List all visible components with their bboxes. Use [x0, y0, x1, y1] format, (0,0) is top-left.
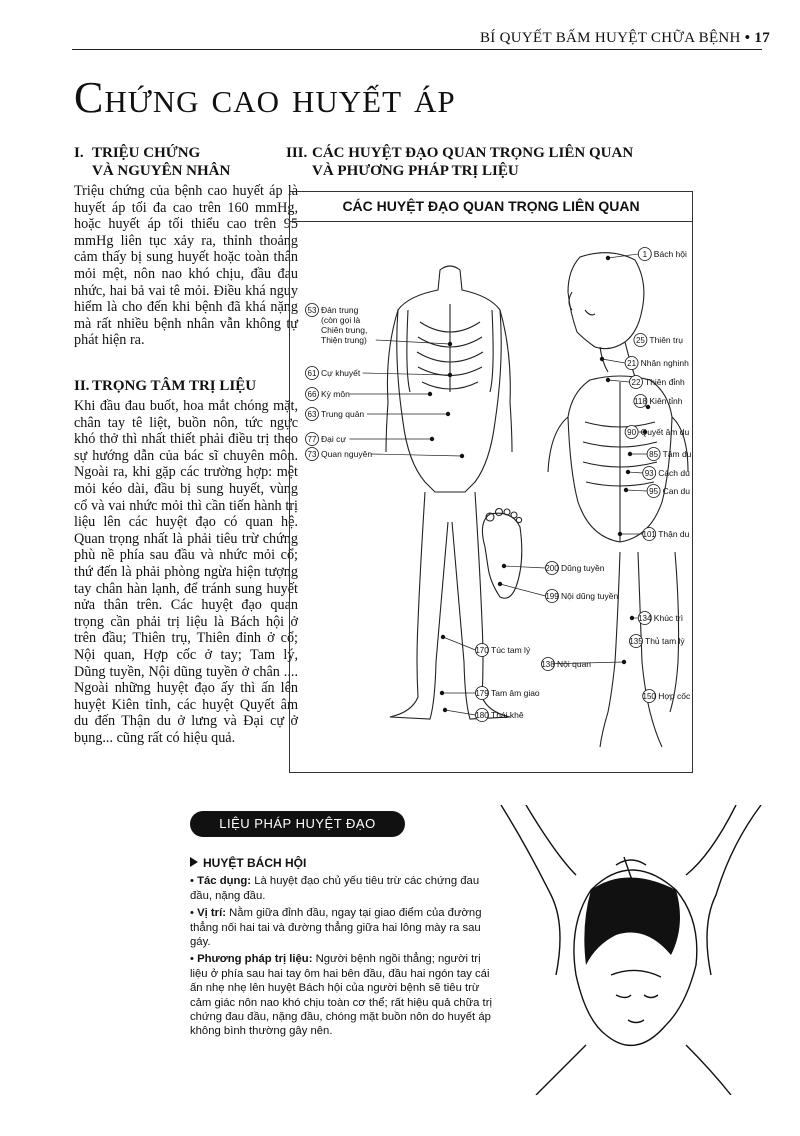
acupoint-number: 179 — [475, 689, 489, 698]
header-title: BÍ QUYẾT BẤM HUYỆT CHỮA BỆNH — [479, 30, 741, 46]
acupoint-name: Dũng tuyền — [561, 563, 605, 573]
section1-text: Triệu chứng của bệnh cao huyết áp là huyết áp tối đa cao trên 160 mmHg, hoặc huyết áp tối thiểu cao trên 95 mmHg liên tục xảy ra, thỉnh thoảng cảm thấy bị sung huyết hoặc toàn thân mỏi mệt, nôn nao khó chịu, đầu đau nhức, hai bả vai tê mỏi. Điều khá nguy hiểm là cho đến khi bệnh đã khá nặng mà rất nhiều bệnh nhân vẫn không tự phát hiện ra. — [74, 183, 298, 349]
acupoint-figure — [289, 191, 693, 773]
acupoint-180 — [443, 708, 524, 722]
effect-label: Tác dụng: — [197, 875, 252, 888]
acupoint-name: Túc tam lý — [491, 645, 531, 655]
method-label: Phương pháp trị liệu: — [197, 953, 313, 966]
section2-heading — [74, 377, 294, 395]
acupoint-name: Tam âm giao — [491, 688, 540, 698]
acupoint-number: 25 — [635, 336, 645, 345]
acupoint-dot — [606, 256, 610, 260]
acupoint-135 — [629, 635, 685, 648]
section2-heading-text: TRỌNG TÂM TRỊ LIỆU — [92, 378, 257, 394]
section3-number: III. — [286, 145, 308, 161]
acupoint-number: 118 — [634, 397, 647, 406]
acupoint-101 — [618, 528, 690, 541]
acupoint-name: Nhân nghinh — [640, 358, 689, 368]
acupoint-134 — [630, 612, 683, 625]
leader-line — [371, 454, 462, 456]
acupoint-dot — [606, 378, 610, 382]
acupoint-number: 150 — [642, 692, 656, 701]
leader-line — [443, 637, 476, 650]
acupoint-name: Hợp cốc — [658, 691, 691, 701]
acupoint-name: Chiên trung, — [321, 325, 368, 335]
acupoint-dot — [448, 342, 452, 346]
leader-line — [445, 710, 476, 715]
acupoint-dot — [626, 470, 630, 474]
acupoint-dot — [430, 437, 434, 441]
header-rule — [72, 49, 762, 50]
acupoint-number: 199 — [545, 592, 559, 601]
position-text: Nằm giữa đỉnh đầu, ngay tại giao điểm của đường thẳng nối hai tai và đường thẳng giữa hai lông mày ra sau gáy. — [190, 907, 482, 949]
leader-line — [376, 340, 450, 344]
acupoint-number: 170 — [475, 646, 489, 655]
acupoint-name: Quan nguyên — [321, 449, 373, 459]
acupoint-dot — [446, 412, 450, 416]
acupoint-name: Thiện trung) — [321, 335, 367, 345]
therapy-heading-row — [190, 856, 495, 870]
acupoint-number: 95 — [649, 487, 659, 496]
section3-heading-line2: VÀ PHƯƠNG PHÁP TRỊ LIỆU — [312, 163, 519, 179]
acupoint-93 — [626, 467, 690, 480]
acupoint-name: Quyết âm du — [640, 427, 690, 437]
leader-line — [504, 566, 546, 568]
acupoint-number: 135 — [629, 637, 643, 646]
acupoint-number: 1 — [642, 250, 648, 259]
acupoint-number: 77 — [307, 435, 317, 444]
acupoint-name: Khúc trì — [653, 613, 684, 623]
acupoint-number: 200 — [545, 564, 559, 573]
running-header — [430, 30, 770, 47]
position-label: Vị trí: — [197, 907, 226, 920]
acupoint-number: 21 — [627, 359, 637, 368]
acupoint-53 — [306, 304, 453, 347]
method-paragraph: • Phương pháp trị liệu: Người bệnh ngồi thẳng; người trị liệu ở phía sau hai tay ôm hai bên đầu, đầu hai ngón tay cái ấn nhẹ nhẹ lên huyệt Bách hội của người bệnh sẽ tiêu trừ cảm giác nôn nao khó chịu toàn cơ thể; rất hiệu quả chữa trị chứng đau đầu, nặng đầu, chóng mặt buồn nôn do huyết áp không bình thường gây nên. — [190, 953, 492, 1038]
acupoint-name: Cự khuyết — [321, 368, 361, 378]
acupoint-73 — [306, 448, 465, 461]
acupoint-61 — [306, 367, 453, 380]
acupoint-dot — [502, 564, 506, 568]
acupoint-number: 85 — [649, 450, 659, 459]
therapy-heading: HUYỆT BÁCH HỘI — [203, 856, 307, 870]
acupoint-number: 73 — [307, 450, 317, 459]
section3-heading-line1: CÁC HUYỆT ĐẠO QUAN TRỌNG LIÊN QUAN — [312, 145, 634, 161]
acupoint-labels — [306, 248, 692, 722]
acupoint-66 — [306, 388, 433, 401]
page-title: Chứng cao huyết áp — [74, 73, 456, 122]
acupoint-name: Kỳ môn — [321, 389, 350, 399]
acupoint-name: (còn gọi là — [321, 315, 361, 325]
acupoint-dot — [600, 357, 604, 361]
leader-line — [626, 490, 647, 491]
acupoint-name: Nội dũng tuyền — [561, 591, 619, 601]
section3-heading — [286, 144, 686, 180]
leader-line — [608, 380, 630, 382]
acupoint-name: Cách du — [658, 468, 690, 478]
therapy-section — [190, 856, 495, 1042]
acupoint-150 — [643, 690, 691, 703]
section1-heading — [74, 144, 294, 180]
acupoint-number: 134 — [638, 614, 652, 623]
acupoint-dot — [630, 616, 634, 620]
page-number: 17 — [754, 30, 770, 46]
acupoint-25 — [634, 334, 683, 347]
position-paragraph: • Vị trí: Nằm giữa đỉnh đầu, ngay tại giao điểm của đường thẳng nối hai tai và đường thẳng giữa hai lông mày ra sau gáy. — [190, 907, 482, 949]
acupoint-name: Thủ tam lý — [645, 636, 685, 646]
acupoint-dot — [443, 708, 447, 712]
acupoint-number: 180 — [475, 711, 489, 720]
leader-line — [608, 254, 638, 258]
acupoint-dot — [628, 452, 632, 456]
acupoint-name: Đại cự — [321, 434, 347, 444]
acupoint-90 — [625, 426, 689, 439]
acupoint-name: Thái khê — [491, 710, 524, 720]
acupoint-63 — [306, 408, 451, 421]
acupoint-number: 22 — [631, 378, 641, 387]
acupoint-name: Trung quản — [321, 409, 365, 419]
acupoint-199 — [498, 582, 619, 603]
acupoint-number: 61 — [307, 369, 317, 378]
acupoint-number: 93 — [644, 469, 654, 478]
header-separator: • — [744, 30, 751, 46]
acupoint-name: Thận du — [658, 529, 690, 539]
therapy-banner: LIỆU PHÁP HUYỆT ĐẠO — [190, 811, 405, 837]
acupoint-138 — [541, 658, 626, 671]
acupoint-number: 63 — [307, 410, 317, 419]
acupoint-name: Thiên đỉnh — [645, 377, 685, 387]
acupoint-name: Nội quan — [557, 659, 592, 669]
acupoint-name: Đản trung — [321, 305, 359, 315]
leader-line — [602, 359, 625, 363]
acupoint-21 — [600, 357, 689, 370]
acupoint-number: 66 — [307, 390, 317, 399]
acupoint-22 — [606, 376, 685, 389]
acupoint-dot — [618, 532, 622, 536]
acupoint-85 — [628, 448, 692, 461]
section2-text: Khi đầu đau buốt, hoa mắt chóng mặt, chân tay tê liệt, buồn nôn, tức ngực khó thở thì nhất thiết phải điều trị theo sự hướng dẫn của bác sĩ chuyên môn. Ngoài ra, khi gặp các trường hợp: mệt mỏi kéo dài, đầu bị sung huyết, vùng cổ và vai nhức mỏi thì cần tiến hành trị liệu lên các huyệt đạo có quan hệ. Quan trọng nhất là phải tiêu trừ chứng phù nề phía sau đầu và nhức mỏi cổ; thứ đến là phải phòng ngừa hiện tượng tay chân hàn lạnh, để tránh sung huyết nửa thân trên. Các huyệt đạo quan trọng cần phải trị liệu là Bách hội ở trên đầu; Thiên trụ, Thiên đỉnh ở cổ; Nội quan, Hợp cốc ở tay; Tam lý, Dũng tuyền, Nội dũng tuyền ở chân .... Ngoài những huyệt đạo ấy thì ấn lên huyệt Kiên tỉnh, các huyệt Quyết âm du đến Thận du ở lưng và Đại cự ở bụng... cũng rất có hiệu quả. — [74, 398, 298, 746]
acupoint-dot — [441, 635, 445, 639]
acupoint-179 — [440, 687, 540, 700]
acupoint-dot — [448, 373, 452, 377]
section2-number: II. — [74, 378, 90, 394]
acupoint-dot — [498, 582, 502, 586]
acupoint-170 — [441, 635, 531, 657]
figure-title: CÁC HUYỆT ĐẠO QUAN TRỌNG LIÊN QUAN — [290, 192, 692, 222]
acupoint-name: Kiên tỉnh — [649, 396, 683, 406]
acupoint-dot — [624, 488, 628, 492]
leader-line — [500, 584, 546, 596]
effect-paragraph: • Tác dụng: Là huyệt đạo chủ yếu tiêu trừ các chứng đau đầu, nặng đầu. — [190, 875, 480, 902]
acupoint-118 — [634, 395, 683, 410]
acupoint-95 — [624, 485, 690, 498]
acupoint-dot — [622, 660, 626, 664]
effect-text: Là huyệt đạo chủ yếu tiêu trừ các chứng đau đầu, nặng đầu. — [190, 875, 480, 902]
triangle-bullet-icon — [190, 857, 198, 867]
acupoint-dot — [428, 392, 432, 396]
section1-number: I. — [74, 145, 84, 161]
acupoint-illustration — [290, 192, 692, 772]
acupoint-name: Can du — [662, 486, 691, 496]
acupoint-dot — [440, 691, 444, 695]
acupoint-200 — [502, 562, 605, 575]
method-text: Người bệnh ngồi thẳng; người trị liệu ở phía sau hai tay ôm hai bên đầu, đầu hai ngón tay cái ấn nhẹ nhẹ lên huyệt Bách hội của người bệnh sẽ tiêu trừ cảm giác nôn nao khó chịu toàn cơ thể; rất hiệu quả chữa trị chứng đau đầu, nặng đầu, chóng mặt buồn nôn do huyết áp không bình thường gây nên. — [190, 953, 492, 1038]
arm-drawing — [600, 552, 679, 747]
section1-heading-line1: TRIỆU CHỨNG — [92, 145, 201, 161]
acupoint-name: Thiên trụ — [649, 335, 683, 345]
acupoint-number: 101 — [642, 530, 656, 539]
acupoint-name: Bách hội — [653, 249, 687, 259]
section1-heading-line2: VÀ NGUYÊN NHÂN — [92, 163, 231, 179]
acupoint-number: 90 — [627, 428, 637, 437]
acupoint-number: 138 — [541, 660, 555, 669]
acupoint-77 — [306, 433, 435, 446]
acupoint-dot — [460, 454, 464, 458]
acupoint-number: 53 — [307, 306, 317, 315]
leader-line — [628, 472, 643, 473]
head-massage-illustration — [496, 805, 766, 1095]
acupoint-name: Tâm du — [662, 449, 692, 459]
